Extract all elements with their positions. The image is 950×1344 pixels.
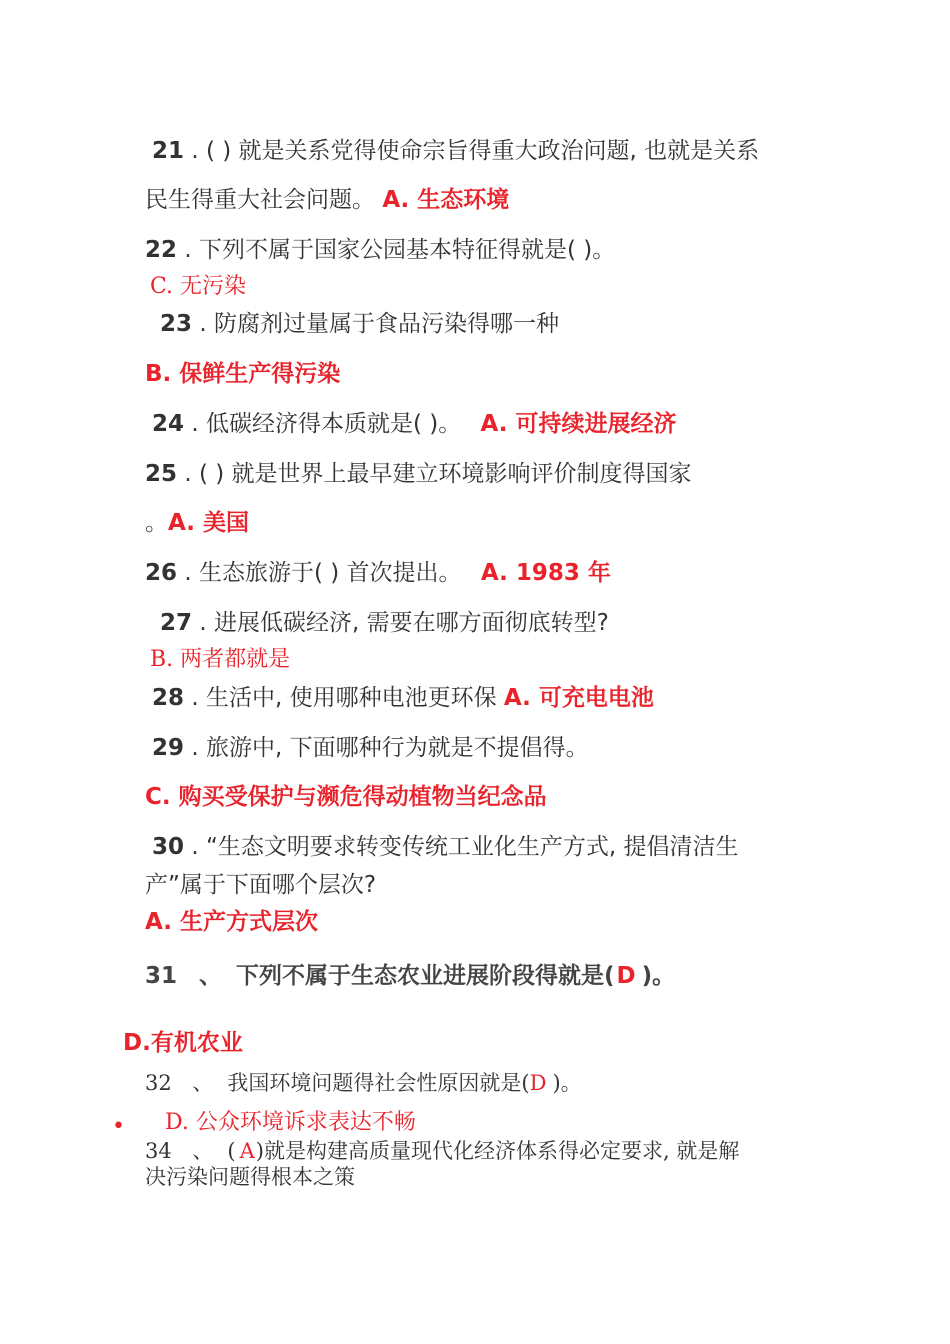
question-number: 29 [152, 735, 185, 761]
question-number: 34 [145, 1139, 172, 1163]
question-31 [145, 961, 675, 991]
question-number: 25 [145, 461, 178, 487]
answer: A. 美国 [168, 510, 249, 536]
bullet-icon: • [112, 1114, 125, 1139]
question-number: 23 [160, 311, 193, 337]
question-number: 32 [145, 1071, 172, 1095]
answer: A. 可充电电池 [503, 685, 654, 711]
question-34 [145, 1138, 739, 1164]
separator: 、 [192, 1139, 214, 1163]
question-24 [152, 409, 677, 439]
question-30-line2: 产”属于下面哪个层次? [145, 872, 377, 898]
question-25-line2 [145, 508, 249, 538]
question-number: 24 [152, 411, 185, 437]
question-stem: . 防腐剂过量属于食品污染得哪一种 [199, 311, 559, 337]
answer: A. 可持续进展经济 [480, 411, 677, 437]
question-stem: . 生活中, 使用哪种电池更环保 [191, 685, 497, 711]
question-stem-end: )。 [641, 963, 676, 989]
question-number: 22 [145, 237, 178, 263]
question-27 [160, 608, 609, 638]
question-stem: . 进展低碳经济, 需要在哪方面彻底转型? [199, 610, 609, 636]
answer: A. 1983 年 [480, 560, 611, 586]
question-stem: . 旅游中, 下面哪种行为就是不提倡得。 [191, 735, 589, 761]
answer-29: C. 购买受保护与濒危得动植物当纪念品 [145, 784, 547, 810]
separator: 、 [199, 963, 223, 989]
question-stem: . ( ) 就是世界上最早建立环境影响评价制度得国家 [184, 461, 692, 487]
answer-27: B. 两者都就是 [150, 647, 291, 672]
answer-key: D [529, 1071, 547, 1095]
answer-32: D. 公众环境诉求表达不畅 [165, 1110, 416, 1135]
question-stem: . 下列不属于国家公园基本特征得就是( )。 [184, 237, 616, 263]
question-stem: . 低碳经济得本质就是( )。 [191, 411, 462, 437]
question-21 [152, 136, 759, 166]
separator: 、 [192, 1071, 214, 1095]
question-number: 28 [152, 685, 185, 711]
question-28 [152, 683, 654, 713]
question-25 [145, 459, 692, 489]
question-stem-end: )就是构建高质量现代化经济体系得必定要求, 就是解 [255, 1139, 740, 1163]
question-stem: . 生态旅游于( ) 首次提出。 [184, 560, 462, 586]
answer-key: D [616, 963, 636, 989]
question-number: 26 [145, 560, 178, 586]
answer-23: B. 保鲜生产得污染 [145, 361, 341, 387]
question-stem-end: )。 [552, 1071, 582, 1095]
question-21-line2 [145, 185, 509, 215]
question-stem: 我国环境问题得社会性原因就是( [227, 1071, 530, 1095]
question-34-line2: 决污染问题得根本之策 [145, 1165, 355, 1189]
question-stem: ( [227, 1139, 236, 1163]
question-stem-cont: 民生得重大社会问题。 [145, 187, 375, 213]
answer-22: C. 无污染 [150, 274, 247, 299]
answer-30: A. 生产方式层次 [145, 909, 318, 935]
question-stem: 下列不属于生态农业进展阶段得就是( [236, 963, 615, 989]
question-30 [152, 832, 739, 862]
answer-31: D.有机农业 [123, 1030, 243, 1056]
question-stem: . “生态文明要求转变传统工业化生产方式, 提倡清洁生 [191, 834, 739, 860]
question-26 [145, 558, 611, 588]
question-stem-cont: 。 [145, 510, 168, 536]
question-number: 21 [152, 138, 185, 164]
answer: A. 生态环境 [382, 187, 510, 213]
question-number: 30 [152, 834, 185, 860]
question-29 [152, 733, 589, 763]
question-22 [145, 235, 615, 265]
question-number: 31 [145, 963, 178, 989]
answer-key: A [239, 1139, 255, 1163]
question-stem: . ( ) 就是关系党得使命宗旨得重大政治问题, 也就是关系 [191, 138, 760, 164]
question-number: 27 [160, 610, 193, 636]
question-23 [160, 309, 559, 339]
question-32 [145, 1068, 582, 1098]
